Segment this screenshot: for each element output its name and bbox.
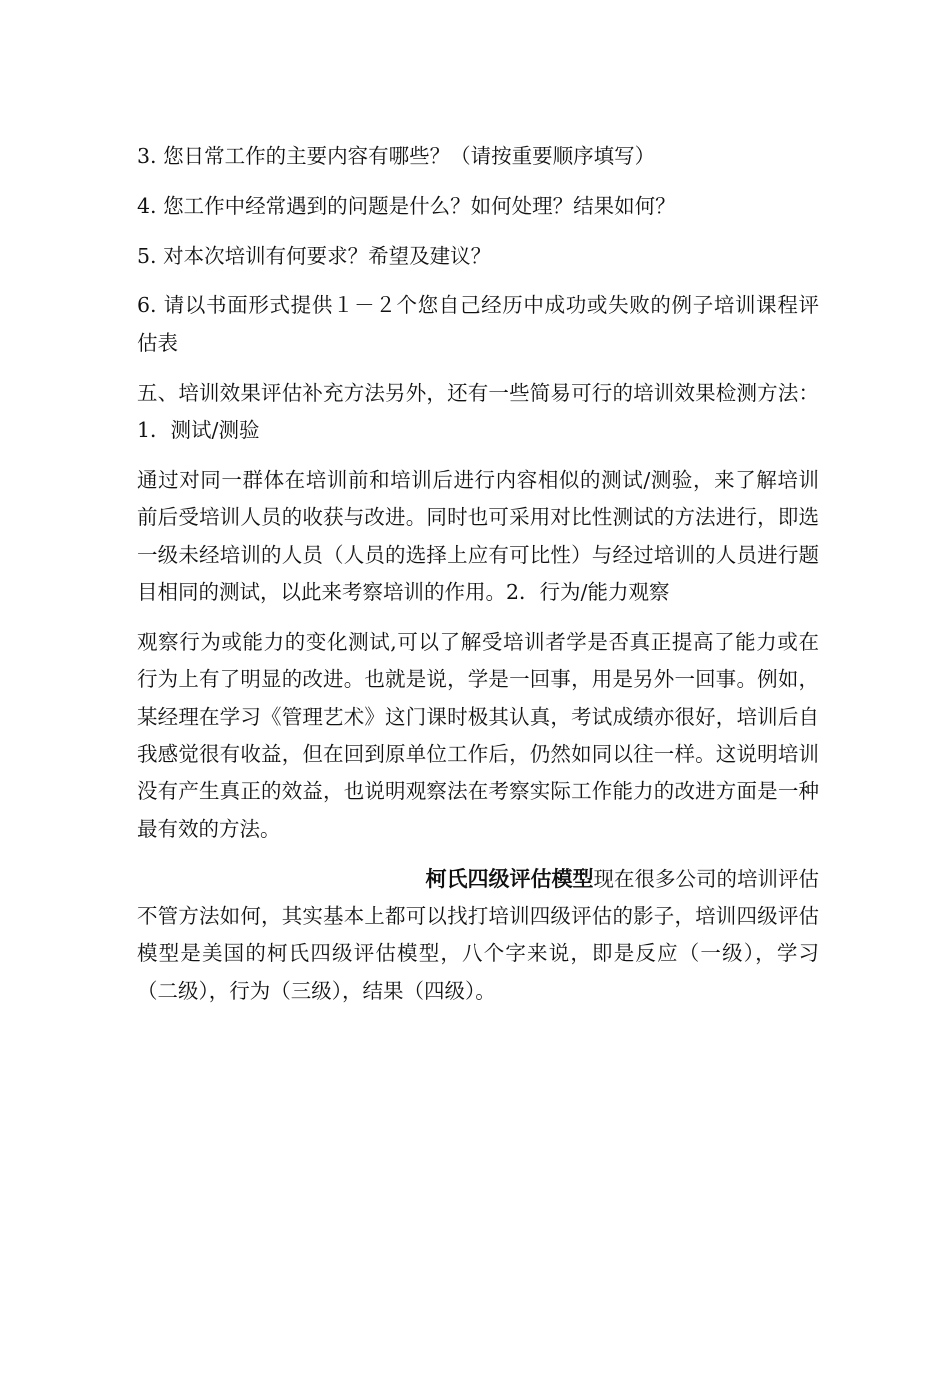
question-3: 3. 您日常工作的主要内容有哪些？（请按重要顺序填写）	[137, 144, 656, 168]
question-5: 5. 对本次培训有何要求？希望及建议？	[137, 243, 492, 268]
paragraph-test-method: 通过对同一群体在培训前和培训后进行内容相似的测试/测验，来了解培训前后受培训人员的收获与改进。同时也可采用对比性测试的方法进行，即选一级未经培训的人员（人员的选择上应有可比性）与经过培训的人员进行题目相同的测试，以此来考察培训的作用。2．行为/能力观察	[137, 467, 819, 605]
question-6: 6. 请以书面形式提供１－２个您自己经历中成功或失败的例子培训课程评估表	[137, 293, 819, 355]
paragraph-observation-method: 观察行为或能力的变化测试,可以了解受培训者学是否真正提高了能力或在行为上有了明显的改进。也就是说，学是一回事，用是另外一回事。例如，某经理在学习《管理艺术》这门课时极其认真，考试成绩亦很好，培训后自我感觉很有收益，但在回到原单位工作后，仍然如同以往一样。这说明培训没有产生真正的效益，也说明观察法在考察实际工作能力的改进方面是一种最有效的方法。	[137, 629, 819, 841]
kirkpatrick-model-heading: 柯氏四级评估模型	[425, 866, 594, 891]
paragraph-kirkpatrick-model: 不管方法如何，其实基本上都可以找打培训四级评估的影子，培训四级评估模型是美国的柯氏四级评估模型，八个字来说，即是反应（一级），学习（二级），行为（三级），结果（四级）。	[137, 904, 819, 1003]
kirkpatrick-heading-line	[137, 861, 819, 898]
kirkpatrick-intro-text: 现在很多公司的培训评估	[593, 866, 819, 891]
question-4: 4. 您工作中经常遇到的问题是什么？如何处理？结果如何？	[137, 193, 676, 218]
section-5-heading: 五、培训效果评估补充方法另外，还有一些简易可行的培训效果检测方法：1．测试/测验	[137, 380, 819, 442]
document-body	[137, 138, 819, 1010]
